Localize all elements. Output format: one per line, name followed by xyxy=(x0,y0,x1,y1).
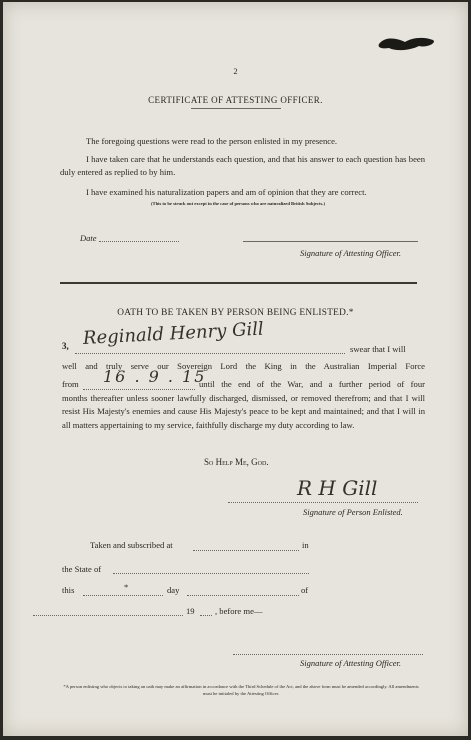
so-help-me-god: So Help Me, God. xyxy=(204,457,269,467)
from-date-line xyxy=(83,389,195,390)
attestation-page xyxy=(3,2,468,736)
subscribed-at-line xyxy=(193,550,299,551)
subscribed-in-label: in xyxy=(302,540,309,550)
before-me-label: , before me— xyxy=(215,606,263,616)
section-divider xyxy=(60,282,417,284)
enlistee-signature-line xyxy=(228,502,418,503)
this-label: this xyxy=(62,585,75,595)
oath-from-label: from xyxy=(62,379,79,389)
certificate-heading: CERTIFICATE OF ATTESTING OFFICER. xyxy=(148,95,323,105)
date-label: Date xyxy=(80,233,97,243)
month-line xyxy=(187,595,299,596)
enlistee-signature-label: Signature of Person Enlisted. xyxy=(303,507,403,517)
state-label: the State of xyxy=(62,564,102,574)
page-number: 2 xyxy=(233,66,238,76)
oath-swear-text: swear that I will xyxy=(350,344,406,354)
subscribed-at-label: Taken and subscribed at xyxy=(90,540,173,550)
certificate-para1: The foregoing questions were read to the person enlisted in my presence. xyxy=(86,136,338,146)
day-label: day xyxy=(167,585,180,595)
oath-line3: until the end of the War, and a further period of four xyxy=(199,379,425,389)
of-label: of xyxy=(301,585,309,595)
date-line xyxy=(99,241,179,242)
officer-signature-line xyxy=(243,241,418,242)
enlistee-signature-handwritten: R H Gill xyxy=(297,476,378,500)
oath-heading: OATH TO BE TAKEN BY PERSON BEING ENLISTED.* xyxy=(117,308,354,318)
name-line xyxy=(75,353,345,354)
year-line xyxy=(200,615,212,616)
certificate-para3: I have examined his naturalization papers and am of opinion that they are correct. xyxy=(86,187,367,197)
footnote: *A person enlisting who objects to taking an oath may make an affirmation in accordance with the Third Schedule of the Act, and the above form must be amended accordingly. All amendments must be initialed by the Attesting Officer. xyxy=(63,684,419,696)
attesting-officer-signature-label: Signature of Attesting Officer. xyxy=(300,658,402,668)
heading-underline xyxy=(191,108,281,109)
attesting-officer-signature-line xyxy=(233,654,423,655)
oath-body: months thereafter unless sooner lawfully discharged, dismissed, or removed therefrom; and that I will resist His Majesty's enemies and cause His Majesty's peace to be kept and maintained; and that I will in all matters appertaining to my service, faithfully discharge my duty according to law. xyxy=(62,393,425,430)
naturalization-note: (This to be struck out except in the case of persons who are naturalized British Subjects.) xyxy=(151,201,325,206)
day-line xyxy=(83,595,163,596)
oath-line2: well and truly serve our Sovereign Lord the King in the Australian Imperial Force xyxy=(62,361,425,371)
year-prefix: 19 xyxy=(186,606,195,616)
place-line xyxy=(33,615,183,616)
oath-number: 3, xyxy=(62,341,69,351)
day-footnote-star: * xyxy=(124,582,129,592)
state-line xyxy=(113,573,309,574)
certificate-para2: I have taken care that he understands each question, and that his answer to each question has been duly entered as replied to by him. xyxy=(60,154,425,177)
officer-signature-label: Signature of Attesting Officer. xyxy=(300,248,402,258)
enlistee-name-handwritten: Reginald Henry Gill xyxy=(82,318,265,349)
oath-from-date-handwritten: 16 . 9 . 15 xyxy=(103,367,207,386)
ink-blot xyxy=(375,32,441,54)
